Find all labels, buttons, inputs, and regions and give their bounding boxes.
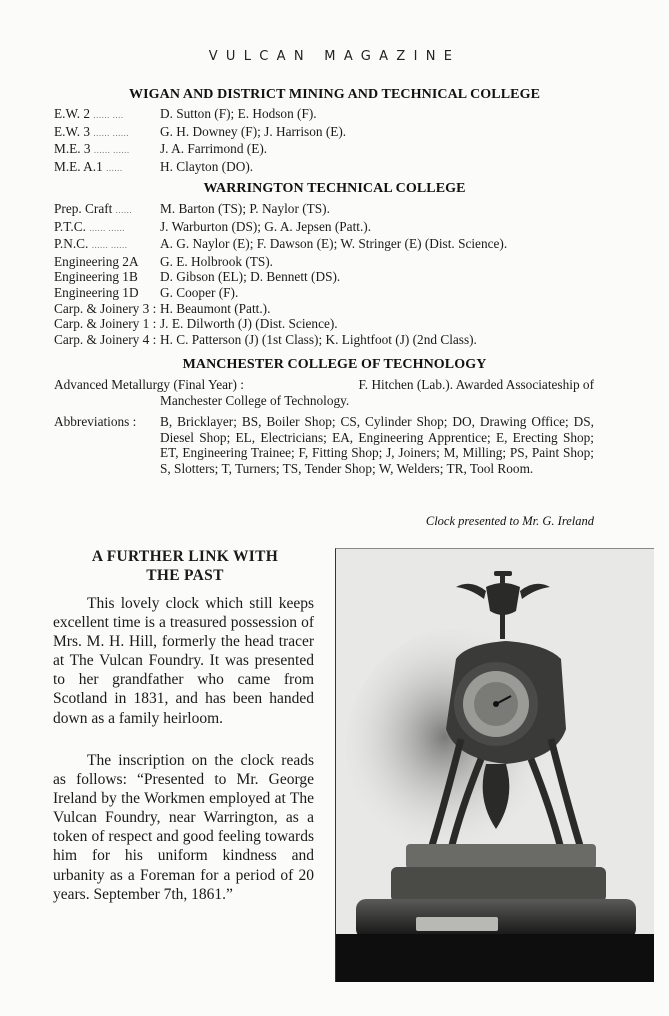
course-label: P.T.C.	[54, 218, 86, 234]
result-row	[54, 254, 507, 270]
wigan-results-list	[54, 106, 346, 176]
result-row	[54, 159, 346, 177]
student-names: G. Cooper (F).	[160, 284, 239, 300]
course-label: Carp. & Joinery 1 :	[54, 316, 157, 332]
course-label: P.N.C.	[54, 236, 89, 252]
abbreviations-block	[54, 414, 594, 476]
course-label: Carp. & Joinery 4 :	[54, 331, 157, 347]
abbreviations-label: Abbreviations :	[54, 414, 137, 429]
dot-leader: ...... ......	[91, 240, 128, 251]
dot-leader: ......	[106, 162, 123, 173]
course-label: Carp. & Joinery 3 :	[54, 300, 157, 316]
course-label: Engineering 1B	[54, 269, 138, 285]
inscription-plaque	[416, 917, 498, 931]
result-row	[54, 269, 507, 285]
student-names: G. E. Holbrook (TS).	[160, 253, 274, 269]
photo-caption: Clock presented to Mr. G. Ireland	[425, 514, 594, 528]
dot-leader: ......	[115, 205, 133, 215]
student-names: G. H. Downey (F); J. Harrison (E).	[160, 123, 347, 139]
abbreviations-text: B, Bricklayer; BS, Boiler Shop; CS, Cylinder Shop; DO, Drawing Office; DS, Diesel Shop; EL, Electricians; EA, Engineering Apprentice; E, Erecting Shop; ET, Engineering Trainee; F, Fitting Shop; J, Joiners; M, Milling; PS, Paint Shop; S, Slotters; T, Turners; TS, Tender Shop; W, Welders; TR, Tool Room.	[160, 414, 594, 476]
course-label: Prep. Craft	[54, 201, 113, 216]
magazine-running-header: VULCAN MAGAZINE	[208, 49, 461, 64]
manchester-entry	[54, 377, 594, 408]
article-body-continued	[53, 751, 314, 904]
course-label: Engineering 1D	[54, 284, 139, 300]
student-names: J. E. Dilworth (J) (Dist. Science).	[160, 316, 338, 332]
entry-text-continued: Manchester College of Technology.	[160, 392, 350, 408]
article-paragraph: This lovely clock which still keeps excellent time is a treasured possession of Mrs. M. H. Hill, formerly the head tracer at The Vulcan Foundry. It was presented to her grandfather who came from Scotland in 1831, and has been handed down as a family heirloom.	[53, 595, 314, 727]
student-names: A. G. Naylor (E); F. Dawson (E); W. Stringer (E) (Dist. Science).	[160, 236, 508, 252]
result-row	[54, 106, 346, 124]
article-title-line: THE PAST	[146, 567, 224, 584]
entry-text: F. Hitchen (Lab.). Awarded Associateship of	[358, 377, 594, 392]
article-paragraph: The inscription on the clock reads as follows: “Presented to Mr. George Ireland by the Workmen employed at The Vulcan Foundry, near Warrington, as a token of respect and good feeling towards him for his uniform kindness and urbanity as a Foreman for a period of 20 years. September 7th, 1861.”	[53, 752, 314, 903]
dot-leader: ...... ......	[93, 127, 130, 138]
dot-leader: ...... ......	[89, 222, 125, 233]
student-names: M. Barton (TS); P. Naylor (TS).	[160, 201, 330, 216]
article-body	[53, 594, 314, 728]
student-names: D. Gibson (EL); D. Bennett (DS).	[160, 269, 341, 285]
clock-photograph	[335, 548, 654, 982]
student-names: H. C. Patterson (J) (1st Class); K. Lightfoot (J) (2nd Class).	[160, 331, 477, 347]
result-row	[54, 316, 507, 332]
warrington-results-list	[54, 201, 507, 347]
student-names: J. A. Farrimond (E).	[160, 141, 268, 157]
dot-leader: ...... ......	[93, 145, 130, 156]
article-title	[54, 547, 316, 585]
student-names: H. Beaumont (Patt.).	[160, 300, 271, 316]
result-row	[54, 236, 507, 254]
student-names: D. Sutton (F); E. Hodson (F).	[160, 106, 317, 121]
course-label: E.W. 2	[54, 106, 91, 121]
section-title-manchester: MANCHESTER COLLEGE OF TECHNOLOGY	[182, 357, 487, 372]
course-label: M.E. A.1	[54, 158, 103, 174]
result-row	[54, 141, 346, 159]
dot-leader: ...... ....	[93, 110, 124, 120]
result-row	[54, 332, 507, 348]
result-row	[54, 124, 346, 142]
section-title-warrington: WARRINGTON TECHNICAL COLLEGE	[203, 181, 466, 196]
result-row	[54, 201, 507, 219]
clock-illustration	[336, 549, 654, 982]
result-row	[54, 301, 507, 317]
student-names: J. Warburton (DS); G. A. Jepsen (Patt.).	[160, 218, 372, 234]
section-title-wigan: WIGAN AND DISTRICT MINING AND TECHNICAL COLLEGE	[128, 87, 541, 102]
result-row	[54, 285, 507, 301]
course-label: Engineering 2A	[54, 253, 139, 269]
student-names: H. Clayton (DO).	[160, 158, 254, 174]
course-label: Advanced Metallurgy (Final Year) :	[54, 377, 244, 392]
course-label: M.E. 3	[54, 141, 91, 157]
clock-body	[446, 641, 566, 764]
article-title-line: A FURTHER LINK WITH	[91, 548, 279, 565]
course-label: E.W. 3	[54, 123, 91, 139]
result-row	[54, 219, 507, 237]
